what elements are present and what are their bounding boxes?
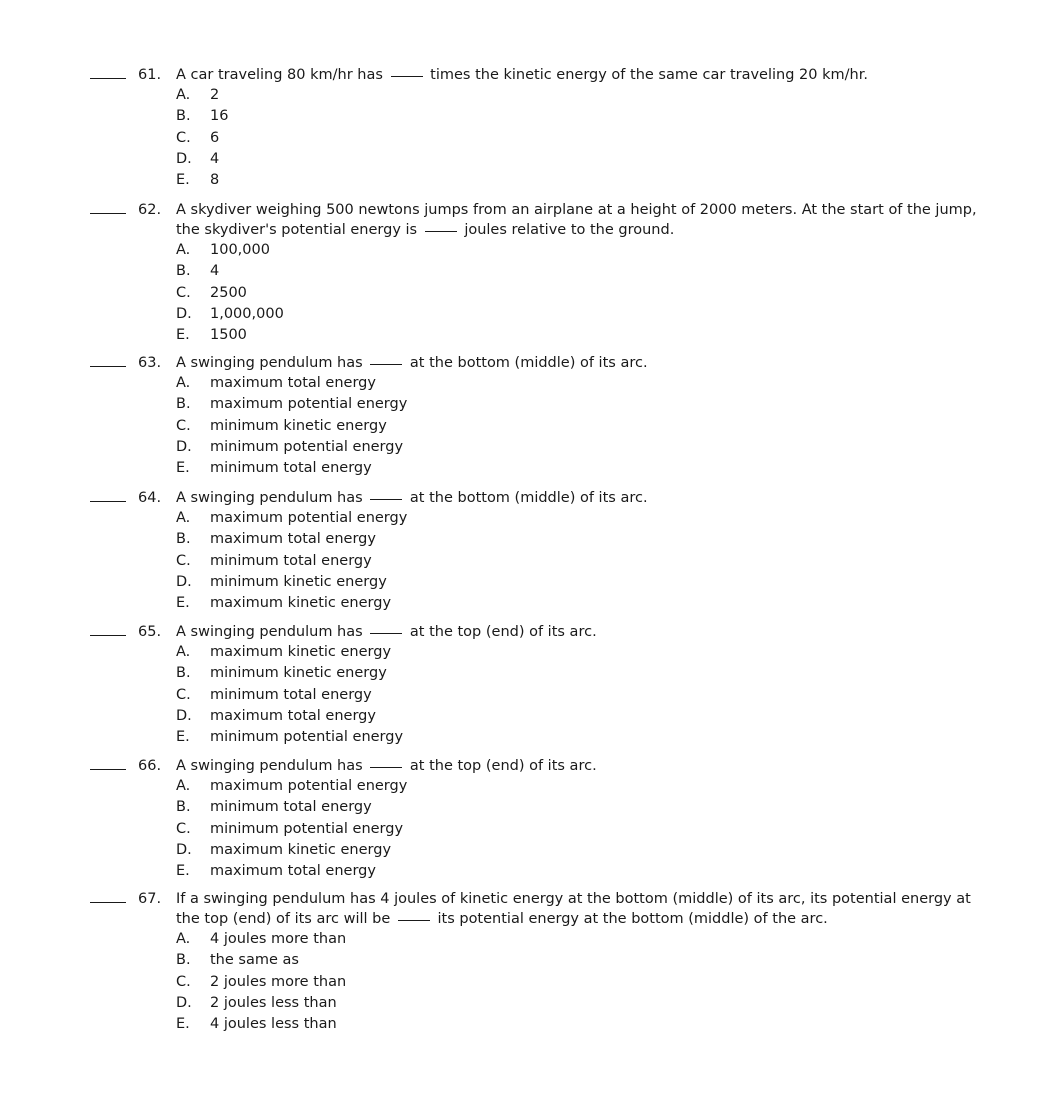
stem-text-before: A skydiver weighing 500 newtons jumps from an airplane at a height of 2000 meters. At the start of the jump, the skydiver's potential energy is	[176, 202, 977, 238]
option-a[interactable]: A. maximum potential energy	[176, 778, 408, 794]
inline-blank	[370, 767, 402, 768]
stem-text-before: A car traveling 80 km/hr has	[176, 67, 383, 83]
option-list	[90, 85, 990, 191]
option-list	[90, 508, 990, 614]
option-e[interactable]: E. maximum total energy	[176, 863, 376, 880]
inline-blank	[370, 633, 402, 634]
option-c[interactable]: C. 2500	[176, 284, 247, 301]
option-list	[90, 929, 990, 1035]
stem-text-before: A swinging pendulum has	[176, 758, 363, 774]
stem-text-before: A swinging pendulum has	[176, 624, 363, 640]
option-b[interactable]: B. 16	[176, 108, 229, 125]
option-e[interactable]: E. minimum potential energy	[176, 729, 404, 746]
question-63	[90, 353, 990, 479]
option-e[interactable]: E. maximum kinetic energy	[176, 595, 392, 612]
answer-blank[interactable]	[90, 78, 126, 79]
option-b[interactable]: B. the same as	[176, 952, 299, 969]
option-d[interactable]: D. minimum potential energy	[176, 438, 404, 455]
answer-blank[interactable]	[90, 366, 126, 367]
stem-text-after: times the kinetic energy of the same car traveling 20 km/hr.	[430, 67, 868, 83]
option-b[interactable]: B. 4	[176, 263, 220, 280]
option-c[interactable]: C. 2 joules more than	[176, 973, 347, 990]
question-65	[90, 622, 990, 748]
answer-blank[interactable]	[90, 213, 126, 214]
option-b[interactable]: B. minimum kinetic energy	[176, 665, 387, 682]
answer-blank[interactable]	[90, 501, 126, 502]
stem-text-before: If a swinging pendulum has 4 joules of kinetic energy at the bottom (middle) of its arc, its potential energy at the top (end) of its arc will be	[176, 891, 971, 927]
option-d[interactable]: D. minimum kinetic energy	[176, 573, 387, 590]
answer-blank[interactable]	[90, 769, 126, 770]
option-a[interactable]: A. maximum potential energy	[176, 510, 408, 526]
stem-text-before: A swinging pendulum has	[176, 355, 363, 371]
option-c[interactable]: C. minimum kinetic energy	[176, 417, 387, 434]
question-64	[90, 488, 990, 614]
option-b[interactable]: B. maximum potential energy	[176, 396, 408, 413]
option-d[interactable]: D. maximum kinetic energy	[176, 841, 392, 858]
option-d[interactable]: D. maximum total energy	[176, 707, 376, 724]
option-d[interactable]: D. 4	[176, 150, 220, 167]
option-c[interactable]: C. 6	[176, 129, 220, 146]
question-stem	[90, 65, 990, 85]
stem-text-before: A swinging pendulum has	[176, 490, 363, 506]
question-61	[90, 65, 990, 191]
option-list	[90, 776, 990, 882]
option-a[interactable]: A. maximum total energy	[176, 375, 376, 391]
question-62	[90, 200, 990, 346]
inline-blank	[370, 499, 402, 500]
option-d[interactable]: D. 1,000,000	[176, 305, 284, 322]
option-e[interactable]: E. minimum total energy	[176, 460, 372, 477]
question-number: 64.	[138, 490, 162, 506]
option-a[interactable]: A. maximum kinetic energy	[176, 644, 392, 660]
option-e[interactable]: E. 8	[176, 172, 220, 189]
option-list	[90, 642, 990, 748]
answer-blank[interactable]	[90, 635, 126, 636]
option-b[interactable]: B. maximum total energy	[176, 531, 376, 548]
option-b[interactable]: B. minimum total energy	[176, 799, 372, 816]
inline-blank	[391, 76, 423, 77]
stem-text-after: at the bottom (middle) of its arc.	[409, 490, 648, 506]
question-stem	[90, 200, 990, 240]
option-c[interactable]: C. minimum total energy	[176, 552, 372, 569]
question-number: 66.	[138, 758, 162, 774]
question-number: 61.	[138, 67, 162, 83]
stem-text-after: at the top (end) of its arc.	[409, 624, 597, 640]
question-number: 67.	[138, 891, 162, 907]
question-stem	[90, 889, 990, 929]
answer-blank[interactable]	[90, 902, 126, 903]
option-c[interactable]: C. minimum total energy	[176, 686, 372, 703]
stem-text-after: at the bottom (middle) of its arc.	[409, 355, 648, 371]
stem-text-after: at the top (end) of its arc.	[409, 758, 597, 774]
question-number: 65.	[138, 624, 162, 640]
option-e[interactable]: E. 1500	[176, 327, 247, 344]
question-number: 63.	[138, 355, 162, 371]
option-a[interactable]: A. 100,000	[176, 242, 270, 258]
stem-text-after: joules relative to the ground.	[464, 222, 675, 238]
inline-blank	[370, 364, 402, 365]
option-e[interactable]: E. 4 joules less than	[176, 1016, 337, 1033]
question-stem	[90, 353, 990, 373]
question-67	[90, 889, 990, 1035]
stem-text-after: its potential energy at the bottom (middle) of the arc.	[437, 911, 828, 927]
question-66	[90, 756, 990, 882]
question-stem	[90, 488, 990, 508]
option-list	[90, 373, 990, 479]
question-stem	[90, 622, 990, 642]
question-stem	[90, 756, 990, 776]
option-c[interactable]: C. minimum potential energy	[176, 820, 404, 837]
question-number: 62.	[138, 202, 162, 218]
inline-blank	[425, 231, 457, 232]
option-a[interactable]: A. 4 joules more than	[176, 931, 347, 947]
inline-blank	[398, 920, 430, 921]
option-a[interactable]: A. 2	[176, 87, 220, 103]
option-d[interactable]: D. 2 joules less than	[176, 994, 337, 1011]
option-list	[90, 240, 990, 346]
